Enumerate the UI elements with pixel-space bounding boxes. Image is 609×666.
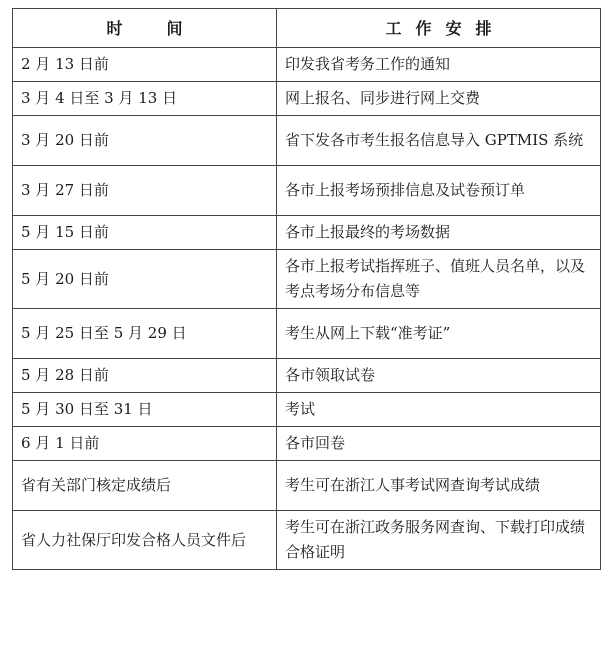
task-cell: 各市上报最终的考场数据 [277,216,601,250]
time-cell: 5 月 28 日前 [13,359,277,393]
time-cell: 2 月 13 日前 [13,48,277,82]
task-cell: 考试 [277,393,601,427]
table-row [13,116,601,166]
task-cell: 印发我省考务工作的通知 [277,48,601,82]
task-cell: 各市上报考试指挥班子、值班人员名单，以及考点考场分布信息等 [277,250,601,309]
table-row [13,250,601,309]
task-cell: 各市领取试卷 [277,359,601,393]
table-row [13,48,601,82]
table-row [13,511,601,570]
time-cell: 5 月 15 日前 [13,216,277,250]
header-time: 时 间 [13,9,277,48]
task-cell: 省下发各市考生报名信息导入 GPTMIS 系统 [277,116,601,166]
time-cell: 3 月 27 日前 [13,166,277,216]
table-row [13,166,601,216]
time-cell: 6 月 1 日前 [13,427,277,461]
task-cell: 考生从网上下载“准考证” [277,309,601,359]
task-cell: 考生可在浙江人事考试网查询考试成绩 [277,461,601,511]
table-row [13,309,601,359]
schedule-table [12,8,601,570]
table-row [13,359,601,393]
time-cell: 5 月 20 日前 [13,250,277,309]
time-cell: 5 月 25 日至 5 月 29 日 [13,309,277,359]
table-header-row [13,9,601,48]
task-cell: 各市上报考场预排信息及试卷预订单 [277,166,601,216]
task-cell: 网上报名、同步进行网上交费 [277,82,601,116]
time-cell: 省人力社保厅印发合格人员文件后 [13,511,277,570]
time-cell: 3 月 4 日至 3 月 13 日 [13,82,277,116]
time-cell: 省有关部门核定成绩后 [13,461,277,511]
table-row [13,393,601,427]
task-cell: 各市回卷 [277,427,601,461]
table-row [13,427,601,461]
time-cell: 3 月 20 日前 [13,116,277,166]
time-cell: 5 月 30 日至 31 日 [13,393,277,427]
task-cell: 考生可在浙江政务服务网查询、下载打印成绩合格证明 [277,511,601,570]
table-row [13,461,601,511]
table-row [13,82,601,116]
table-row [13,216,601,250]
header-task: 工作安排 [277,9,601,48]
